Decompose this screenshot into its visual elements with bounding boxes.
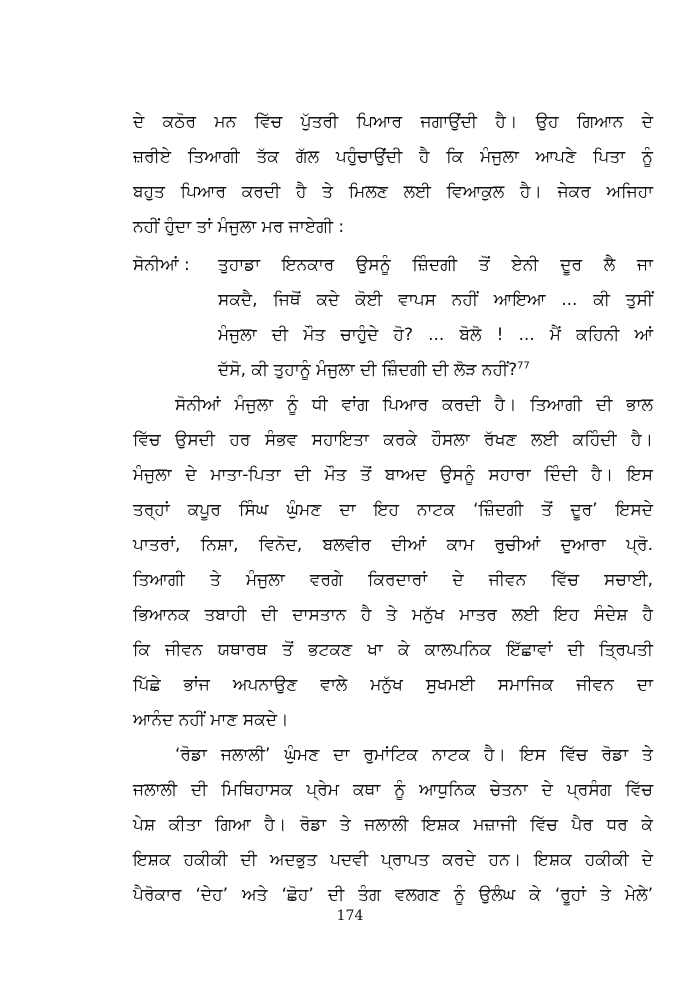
text-line: ਨਹੀਂ ਹੁੰਦਾ ਤਾਂ ਮੰਜੁਲਾ ਮਰ ਜਾਏਗੀ :	[133, 217, 345, 237]
paragraph-2	[133, 388, 653, 738]
text-line: ਤਰ੍ਹਾਂ ਕਪੂਰ ਸਿੰਘ ਘੁੰਮਣ ਦਾ ਇਹ ਨਾਟਕ ‘ਜ਼ਿੰਦਗੀ ਤੋਂ ਦੂਰ’ ਇਸਦੇ	[133, 500, 653, 520]
text-line: ਬਹੁਤ ਪਿਆਰ ਕਰਦੀ ਹੈ ਤੇ ਮਿਲਣ ਲਈ ਵਿਆਕੁਲ ਹੈ। ਜੇਕਰ ਅਜਿਹਾ	[133, 182, 653, 202]
text-line: ਇਸ਼ਕ ਹਕੀਕੀ ਦੀ ਅਦਭੁਤ ਪਦਵੀ ਪ੍ਰਾਪਤ ਕਰਦੇ ਹਨ। ਇਸ਼ਕ ਹਕੀਕੀ ਦੇ	[133, 850, 653, 870]
text-line: ਦੇ ਕਠੋਰ ਮਨ ਵਿੱਚ ਪੁੱਤਰੀ ਪਿਆਰ ਜਗਾਉਂਦੀ ਹੈ। ਉਹ ਗਿਆਨ ਦੇ	[133, 112, 653, 132]
quote-line: ਤੁਹਾਡਾ ਇਨਕਾਰ ਉਸਨੂੰ ਜ਼ਿੰਦਗੀ ਤੋਂ ਏਨੀ ਦੂਰ ਲੈ ਜਾ	[218, 255, 653, 275]
text-line: ਜ਼ਰੀਏ ਤਿਆਗੀ ਤੱਕ ਗੱਲ ਪਹੁੰਚਾਉਂਦੀ ਹੈ ਕਿ ਮੰਜੁਲਾ ਆਪਣੇ ਪਿਤਾ ਨੂੰ	[133, 147, 653, 167]
text-line: ਪੇਸ਼ ਕੀਤਾ ਗਿਆ ਹੈ। ਰੋਡਾ ਤੇ ਜਲਾਲੀ ਇਸ਼ਕ ਮਜ਼ਾਜੀ ਵਿੱਚ ਪੈਰ ਧਰ ਕੇ	[133, 815, 653, 835]
text-line: ਆਨੰਦ ਨਹੀਂ ਮਾਣ ਸਕਦੇ।	[133, 710, 289, 730]
page-number: 174	[336, 908, 364, 924]
dialogue-speaker: ਸੋਨੀਆਂ :	[133, 255, 190, 275]
paragraph-3	[133, 738, 653, 913]
text-line: ਭਿਆਨਕ ਤਬਾਹੀ ਦੀ ਦਾਸਤਾਨ ਹੈ ਤੇ ਮਨੁੱਖ ਮਾਤਰ ਲਈ ਇਹ ਸੰਦੇਸ਼ ਹੈ	[133, 605, 653, 625]
text-line: ਸੋਨੀਆਂ ਮੰਜੁਲਾ ਨੂੰ ਧੀ ਵਾਂਗ ਪਿਆਰ ਕਰਦੀ ਹੈ। ਤਿਆਗੀ ਦੀ ਭਾਲ	[175, 395, 653, 415]
paragraph-1	[133, 105, 653, 245]
text-line: ਕਿ ਜੀਵਨ ਯਥਾਰਥ ਤੋਂ ਭਟਕਣ ਖਾ ਕੇ ਕਾਲਪਨਿਕ ਇੱਛਾਵਾਂ ਦੀ ਤ੍ਰਿਪਤੀ	[133, 640, 653, 660]
text-line: ਵਿੱਚ ਉਸਦੀ ਹਰ ਸੰਭਵ ਸਹਾਇਤਾ ਕਰਕੇ ਹੌਸਲਾ ਰੱਖਣ ਲਈ ਕਹਿੰਦੀ ਹੈ।	[133, 430, 653, 450]
text-line: ਜਲਾਲੀ ਦੀ ਮਿਥਿਹਾਸਕ ਪ੍ਰੇਮ ਕਥਾ ਨੂੰ ਆਧੁਨਿਕ ਚੇਤਨਾ ਦੇ ਪ੍ਰਸੰਗ ਵਿੱਚ	[133, 780, 653, 800]
text-line: ਪਾਤਰਾਂ, ਨਿਸ਼ਾ, ਵਿਨੋਦ, ਬਲਵੀਰ ਦੀਆਂ ਕਾਮ ਰੁਚੀਆਂ ਦੁਆਰਾ ਪ੍ਰੋ.	[133, 535, 653, 555]
quote-line: ਸਕਦੈ, ਜਿਥੋਂ ਕਦੇ ਕੋਈ ਵਾਪਸ ਨਹੀਂ ਆਇਆ ... ਕੀ ਤੁਸੀਂ	[218, 290, 653, 310]
text-line: ਤਿਆਗੀ ਤੇ ਮੰਜੁਲਾ ਵਰਗੇ ਕਿਰਦਾਰਾਂ ਦੇ ਜੀਵਨ ਵਿੱਚ ਸਚਾਈ,	[133, 570, 653, 590]
text-line: ਪੈਰੋਕਾਰ ‘ਦੇਹ’ ਅਤੇ ‘ਛੋਹ’ ਦੀ ਤੰਗ ਵਲਗਣ ਨੂੰ ਉਲੰਘ ਕੇ ‘ਰੂਹਾਂ ਤੇ ਮੇਲੇ’	[133, 885, 653, 905]
quote-text: ਦੱਸੋ, ਕੀ ਤੁਹਾਨੂੰ ਮੰਜੁਲਾ ਦੀ ਜ਼ਿੰਦਗੀ ਦੀ ਲੋੜ ਨਹੀਂ?	[218, 360, 518, 380]
text-line: ‘ਰੋਡਾ ਜਲਾਲੀ’ ਘੁੰਮਣ ਦਾ ਰੁਮਾਂਟਿਕ ਨਾਟਕ ਹੈ। ਇਸ ਵਿੱਚ ਰੋਡਾ ਤੇ	[175, 745, 653, 765]
text-line: ਮੰਜੁਲਾ ਦੇ ਮਾਤਾ-ਪਿਤਾ ਦੀ ਮੌਤ ਤੋਂ ਬਾਅਦ ਉਸਨੂੰ ਸਹਾਰਾ ਦਿੰਦੀ ਹੈ। ਇਸ	[133, 465, 653, 485]
quote-line-last	[218, 353, 653, 388]
text-line: ਪਿੱਛੇ ਭਾਂਜ ਅਪਨਾਉਣ ਵਾਲੇ ਮਨੁੱਖ ਸੁਖਮਈ ਸਮਾਜਿਕ ਜੀਵਨ ਦਾ	[133, 675, 653, 695]
quote-line: ਮੰਜੁਲਾ ਦੀ ਮੌਤ ਚਾਹੁੰਦੇ ਹੋ? ... ਬੋਲੋ ! ... ਮੈਂ ਕਹਿਨੀ ਆਂ	[218, 325, 653, 345]
dialogue-quote	[218, 248, 653, 388]
footnote-mark: 77	[517, 360, 530, 372]
